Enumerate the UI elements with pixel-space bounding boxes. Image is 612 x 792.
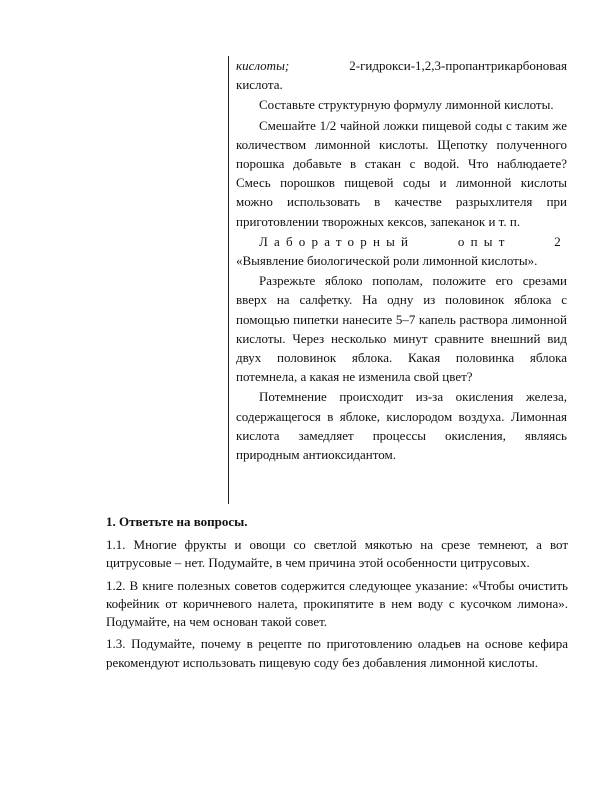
paragraph-formula-task: Составьте структурную формулу лимонной кислоты. xyxy=(259,97,554,113)
question-1-1: 1.1. Многие фрукты и овощи со светлой мякотью на срезе темнеют, а вот цитрусовые – нет. Подумайте, в чем причина этой особенности цитрусовых. xyxy=(106,537,568,571)
definition-term: кислоты; xyxy=(236,58,290,73)
questions-section xyxy=(106,512,568,672)
lab-experiment-topic: «Выявление биологической роли лимонной кислоты». xyxy=(236,253,538,269)
lab-experiment-title xyxy=(236,232,567,270)
paragraph-apple-experiment: Разрежьте яблоко пополам, положите его срезами вверх на салфетку. На одну из половинок яблока с помощью пипетки нанесите 5–7 капель раствора лимонной кислоты. Через несколько минут сравните внешний вид двух половинок яблока. Какая половинка яблока потемнела, а какая не изменила свой цвет? xyxy=(236,273,567,385)
definition-line xyxy=(236,56,567,75)
paragraph-explanation: Потемнение происходит из-за окисления железа, содержащегося в яблоке, кислородом воздуха. Лимонная кислота замедляет процессы окисления, являясь природным антиоксидантом. xyxy=(236,389,567,463)
definition-name: 2-гидрокси-1,2,3-пропантрикарбоновая xyxy=(349,58,567,73)
question-1-3: 1.3. Подумайте, почему в рецепте по приготовлению оладьев на основе кефира рекомендуют использовать пищевую соду без добавления лимонной кислоты. xyxy=(106,636,568,670)
definition-continuation: кислота. xyxy=(236,77,283,93)
text-column-content xyxy=(236,56,567,464)
text-column xyxy=(228,56,567,504)
lab-experiment-label: Лабораторный опыт 2 xyxy=(259,233,567,249)
paragraph-soda-mix: Смешайте 1/2 чайной ложки пищевой соды с таким же количеством лимонной кислоты. Щепотку полученного порошка добавьте в стакан с водой. Что наблюдаете? Смесь порошков пищевой соды и лимонной кислоты можно использовать в качестве разрыхлителя при приготовлении творожных кексов, запеканок и т. п. xyxy=(236,117,567,229)
questions-heading: 1. Ответьте на вопросы. xyxy=(106,514,248,529)
question-1-2: 1.2. В книге полезных советов содержится следующее указание: «Чтобы очистить кофейник от коричневого налета, прокипятите в нем воду с кусочком лимона». Подумайте, на чем основан такой совет. xyxy=(106,577,568,630)
